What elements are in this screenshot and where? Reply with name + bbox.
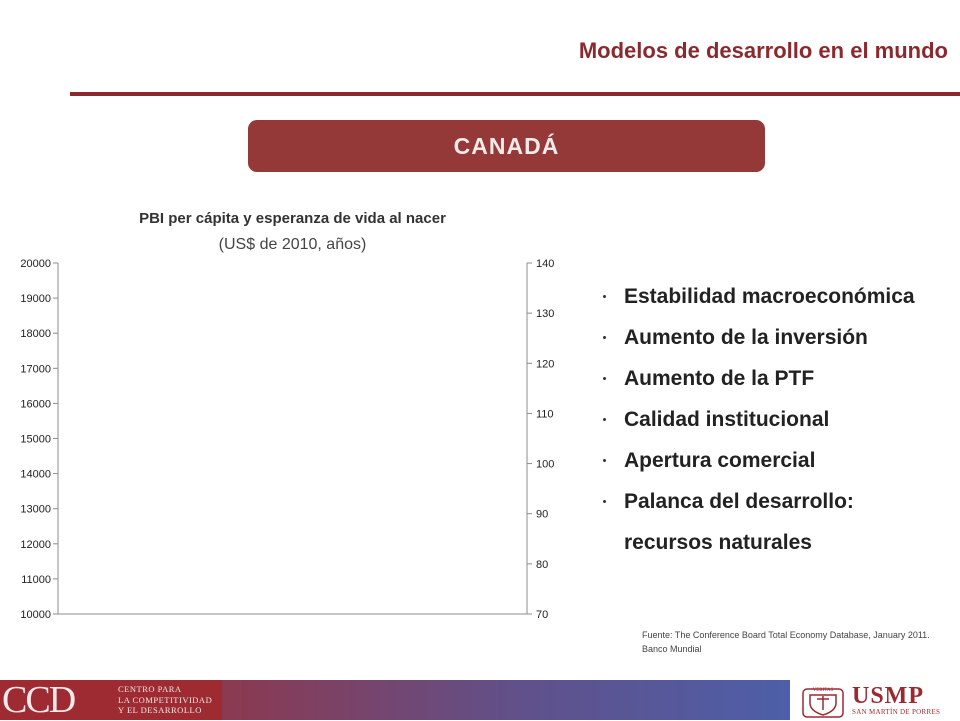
dual-axis-chart bbox=[0, 250, 600, 630]
bullet-dot-icon bbox=[603, 418, 606, 421]
y-right-tick-label: 70 bbox=[536, 609, 549, 621]
bullet-dot-icon bbox=[603, 500, 606, 503]
country-banner bbox=[248, 120, 765, 172]
y-left-tick-label: 20000 bbox=[20, 258, 51, 270]
y-left-tick-label: 16000 bbox=[20, 398, 51, 411]
y-right-tick-label: 120 bbox=[536, 358, 555, 371]
chart-subtitle: (US$ de 2010, años) bbox=[218, 236, 367, 253]
header-divider bbox=[70, 92, 960, 96]
ccd-logo-letters: CCD bbox=[2, 679, 75, 721]
bullet-dot-icon bbox=[603, 459, 606, 462]
bullet-dot-icon bbox=[603, 295, 606, 298]
bullet-list bbox=[600, 276, 924, 563]
source-note: Fuente: The Conference Board Total Economy Database, January 2011. Banco Mundial bbox=[642, 630, 930, 654]
y-left-tick-label: 13000 bbox=[20, 503, 51, 516]
bullet-item: Calidad institucional bbox=[600, 399, 924, 440]
usmp-seal-icon bbox=[800, 683, 846, 719]
slide-title: Modelos de desarrollo en el mundo bbox=[578, 38, 948, 63]
usmp-logo-subtitle: SAN MARTÍN DE PORRES bbox=[852, 708, 941, 716]
y-left-tick-label: 14000 bbox=[20, 468, 51, 481]
y-right-tick-label: 80 bbox=[536, 558, 549, 571]
y-left-tick-label: 19000 bbox=[20, 293, 51, 306]
y-left-tick-label: 12000 bbox=[20, 538, 51, 551]
y-left-tick-label: 18000 bbox=[20, 328, 51, 341]
bullet-dot-icon bbox=[603, 336, 606, 339]
y-left-tick-label: 11000 bbox=[21, 573, 51, 586]
bullet-item: Estabilidad macroeconómica bbox=[600, 276, 924, 317]
bullet-item: Aumento de la inversión bbox=[600, 317, 924, 358]
y-left-tick-label: 15000 bbox=[20, 433, 51, 446]
y-left-tick-label: 17000 bbox=[20, 363, 51, 376]
y-right-tick-label: 90 bbox=[536, 508, 549, 521]
svg-text:VERITAS: VERITAS bbox=[812, 688, 834, 693]
ccd-logo-text: CENTRO PARA LA COMPETITIVIDAD Y EL DESARROLLO bbox=[118, 684, 213, 715]
y-left-tick-label: 10000 bbox=[20, 609, 51, 621]
bullet-item: Palanca del desarrollo: recursos naturales bbox=[600, 481, 924, 563]
bullet-item: Aumento de la PTF bbox=[600, 358, 924, 399]
y-right-tick-label: 110 bbox=[536, 408, 554, 421]
usmp-logo-name: USMP bbox=[852, 683, 924, 709]
bullet-item: Apertura comercial bbox=[600, 440, 924, 481]
country-banner-label: CANADÁ bbox=[453, 132, 560, 159]
y-right-tick-label: 130 bbox=[536, 308, 555, 321]
y-right-tick-label: 140 bbox=[536, 258, 555, 270]
chart-title: PBI per cápita y esperanza de vida al nacer bbox=[139, 210, 446, 227]
bullet-dot-icon bbox=[603, 377, 606, 380]
y-right-tick-label: 100 bbox=[536, 458, 555, 471]
